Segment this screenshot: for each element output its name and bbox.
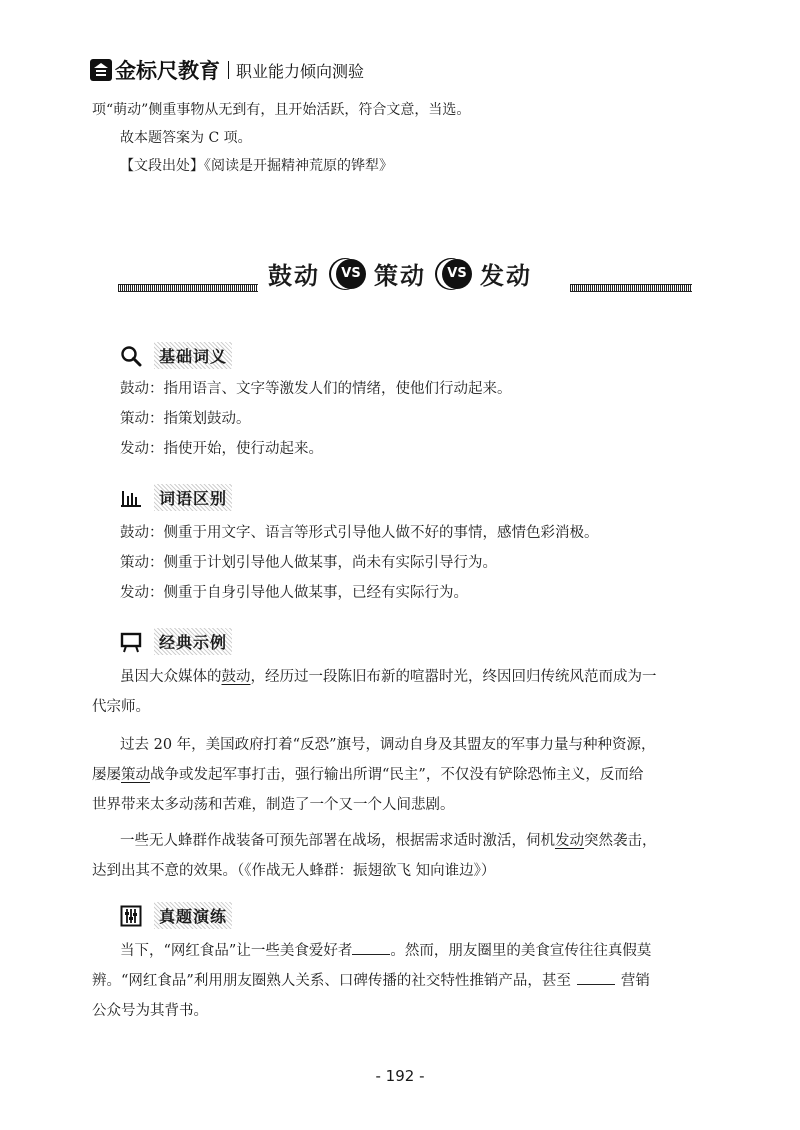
page-number: - 192 -: [375, 1067, 425, 1085]
brand-name: 金标尺教育: [115, 59, 220, 83]
logo-icon: [90, 59, 112, 81]
prev-line-1: 项“萌动”侧重事物从无到有，且开始活跃，符合文意，当选。: [92, 102, 471, 118]
prev-line-2: 故本题答案为 C 项。: [120, 130, 252, 146]
section-meaning-title: 基础词义: [154, 342, 232, 369]
example-3-line-2: 达到出其不意的效果。（《作战无人蜂群：振翅欲飞 知向谁边》）: [92, 863, 496, 879]
practice-line-3: 公众号为其背书。: [92, 1003, 208, 1019]
prev-source: 【文段出处】《阅读是开掘精神荒原的铧犁》: [120, 158, 393, 174]
example-1-line-1: 虽因大众媒体的鼓动，经历过一段陈旧布新的喧嚣时光，终因回归传统风范而成为一: [120, 669, 657, 685]
section-diff-title: 词语区别: [154, 484, 232, 511]
title-word-2: 策动: [374, 261, 426, 290]
board-icon: [120, 631, 142, 653]
example-3-line-1: 一些无人蜂群作战装备可预先部署在战场，根据需求适时激活，伺机发动突然袭击，: [120, 833, 657, 849]
vs-badge-1: VS: [336, 259, 366, 289]
diff-item: 策动：侧重于计划引导他人做某事，尚未有实际引导行为。: [120, 555, 497, 571]
practice-line-1: 当下，“网红食品”让一些美食爱好者 。然而，朋友圈里的美食宣传往往真假莫: [120, 940, 651, 962]
example-2-line-2: 屡屡策动战争或发起军事打击，强行输出所谓“民主”，不仅没有铲除恐怖主义，反而给: [92, 767, 644, 783]
subject-title: 职业能力倾向测验: [236, 61, 365, 81]
title-word-3: 发动: [480, 261, 532, 290]
header-divider: [228, 61, 229, 79]
diff-item: 发动：侧重于自身引导他人做某事，已经有实际行为。: [120, 585, 468, 601]
section-examples-title: 经典示例: [154, 628, 232, 655]
answer-blank-2[interactable]: [577, 970, 615, 985]
example-2-line-3: 世界带来太多动荡和苦难，制造了一个又一个人间悲剧。: [92, 797, 455, 813]
section-diff-heading: [120, 484, 232, 511]
example-word-fadong: 发动: [555, 833, 584, 849]
section-practice-title: 真题演练: [154, 902, 232, 929]
section-examples-heading: [120, 628, 232, 655]
title-banner: [268, 256, 532, 291]
section-practice-heading: [120, 902, 232, 929]
banner-rule-right: [570, 284, 692, 292]
diff-item: 鼓动：侧重于用文字、语言等形式引导他人做不好的事情，感情色彩消极。: [120, 525, 599, 541]
practice-line-2: 辨。“网红食品”利用朋友圈熟人关系、口碑传播的社交特性推销产品，甚至 营销: [92, 970, 650, 992]
answer-blank-1[interactable]: [352, 940, 390, 955]
bar-chart-icon: [120, 487, 142, 509]
header-logo: [90, 56, 364, 84]
banner-rule-left: [118, 284, 258, 292]
title-word-1: 鼓动: [268, 261, 320, 290]
example-word-cedong: 策动: [121, 767, 150, 783]
section-meaning-heading: [120, 342, 232, 369]
meaning-item: 鼓动：指用语言、文字等激发人们的情绪，使他们行动起来。: [120, 381, 512, 397]
meaning-item: 发动：指使开始，使行动起来。: [120, 441, 323, 457]
example-2-line-1: 过去 20 年，美国政府打着“反恐”旗号，调动自身及其盟友的军事力量与种种资源，: [120, 737, 656, 753]
sliders-icon: [120, 905, 142, 927]
vs-badge-2: VS: [442, 259, 472, 289]
example-word-gudong: 鼓动: [221, 669, 251, 685]
example-1-line-2: 代宗师。: [92, 699, 150, 715]
meaning-item: 策动：指策划鼓动。: [120, 411, 251, 427]
magnifier-icon: [120, 345, 142, 367]
